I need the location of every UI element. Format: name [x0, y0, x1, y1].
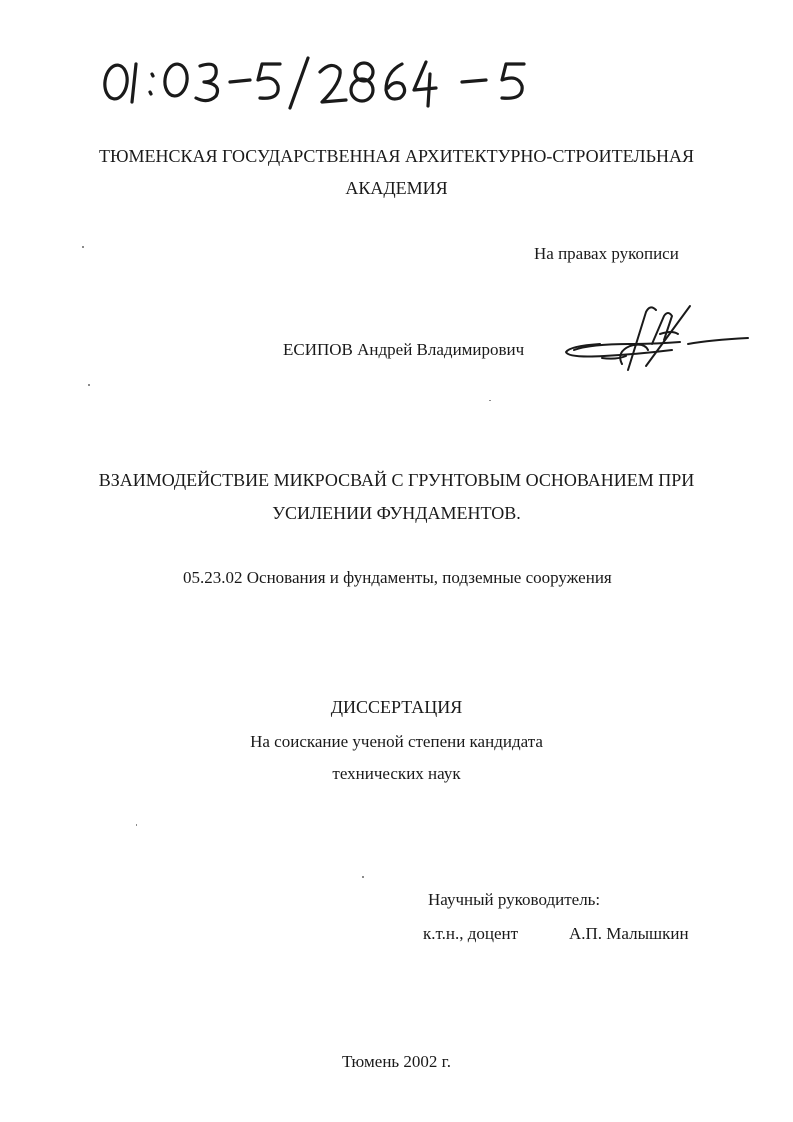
institution-name-line-2: АКАДЕМИЯ [345, 178, 448, 198]
institution-name-line-1: ТЮМЕНСКАЯ ГОСУДАРСТВЕННАЯ АРХИТЕКТУРНО-СТРОИТЕЛЬНАЯ [99, 146, 694, 166]
specialty-code: 05.23.02 Основания и фундаменты, подземные сооружения [183, 568, 612, 587]
author-name: ЕСИПОВ Андрей Владимирович [283, 340, 525, 359]
supervisor-name: А.П. Малышкин [569, 924, 689, 943]
place-and-year: Тюмень 2002 г. [342, 1052, 451, 1071]
handwritten-stamp-number [96, 52, 536, 110]
scan-speck [489, 400, 491, 401]
scan-speck [88, 384, 90, 386]
dissertation-title-line-2: УСИЛЕНИИ ФУНДАМЕНТОВ. [272, 503, 521, 523]
degree-line-1: На соискание ученой степени кандидата [250, 732, 543, 751]
scan-speck [362, 876, 364, 878]
scan-speck [82, 246, 84, 248]
degree-line-2: технических наук [332, 764, 461, 783]
manuscript-rights-note: На правах рукописи [534, 244, 679, 263]
supervisor-label: Научный руководитель: [428, 890, 601, 909]
supervisor-degree: к.т.н., доцент [423, 924, 519, 943]
dissertation-label: ДИССЕРТАЦИЯ [330, 697, 463, 717]
dissertation-title-line-1: ВЗАИМОДЕЙСТВИЕ МИКРОСВАЙ С ГРУНТОВЫМ ОСНОВАНИЕМ ПРИ [98, 470, 695, 490]
author-signature [560, 300, 750, 374]
scan-speck [136, 824, 137, 826]
